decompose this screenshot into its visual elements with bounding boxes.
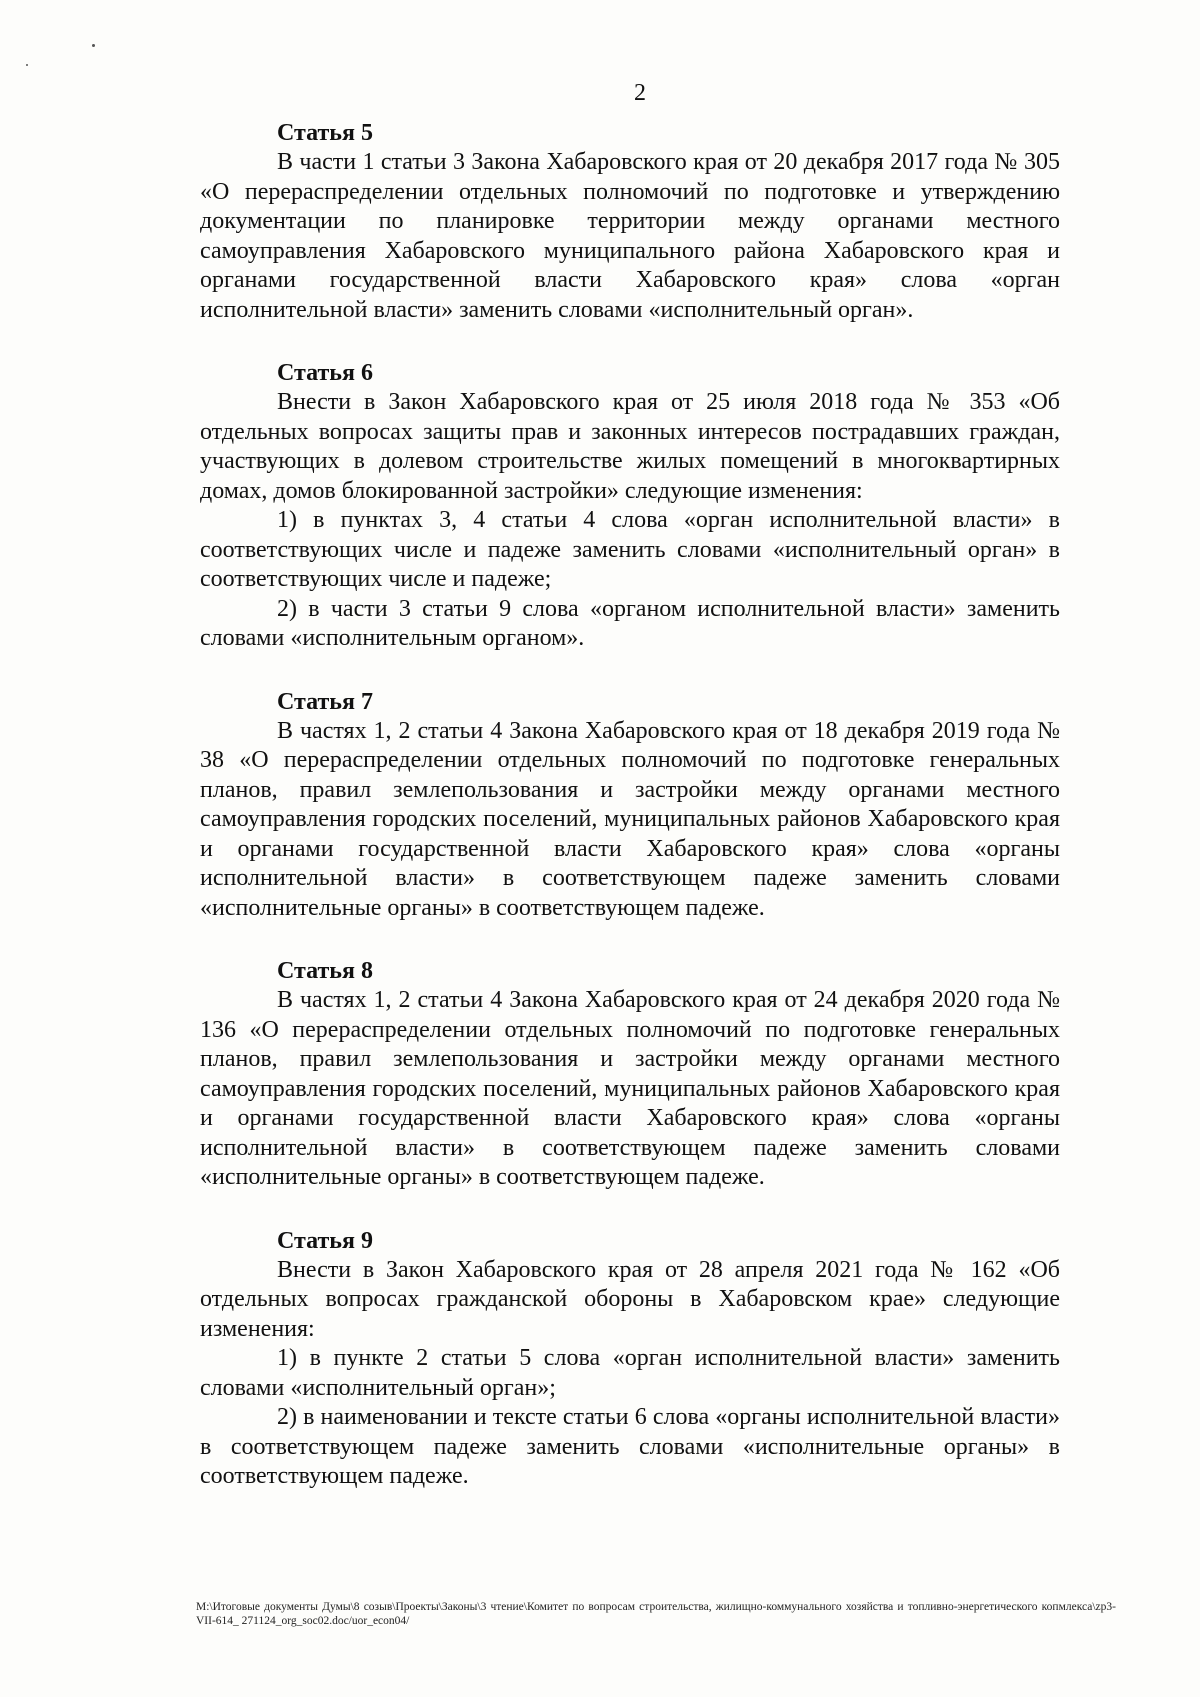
article-list-item: 2) в наименовании и тексте статьи 6 слова «органы исполнительной власти» в соответствующем падеже заменить словами «исполнительные органы» в соответствующем падеже. xyxy=(200,1404,1060,1489)
article-paragraph: В части 1 статьи 3 Закона Хабаровского края от 20 декабря 2017 года № 305 «О перераспределении отдельных полномочий по подготовке и утверждению документации по планировке территории между органами местного самоуправления Хабаровского муниципального района Хабаровского края и органами государственной власти Хабаровского края» слова «орган исполнительной власти» заменить словами «исполнительный орган». xyxy=(200,149,1060,323)
article-title: Статья 5 xyxy=(277,120,373,146)
article-9 xyxy=(200,1226,1060,1492)
article-5 xyxy=(200,118,1060,325)
file-path-footer: M:\Итоговые документы Думы\8 созыв\Проекты\Законы\3 чтение\Комитет по вопросам строительства, жилищно-коммунального хозяйства и топливно-энергетического копмлекса\zp3-VII-614_ 271124_org_soc02.doc/uor_econ04/ xyxy=(196,1601,1116,1627)
article-6 xyxy=(200,358,1060,654)
article-title: Статья 6 xyxy=(277,360,373,386)
page-number: 2 xyxy=(634,80,646,106)
article-list-item: 2) в части 3 статьи 9 слова «органом исполнительной власти» заменить словами «исполнительным органом». xyxy=(200,595,1060,651)
article-paragraph: Внести в Закон Хабаровского края от 28 апреля 2021 года № 162 «Об отдельных вопросах гражданской обороны в Хабаровском крае» следующие изменения: xyxy=(200,1256,1060,1342)
scan-speck xyxy=(26,64,28,66)
article-paragraph: В частях 1, 2 статьи 4 Закона Хабаровского края от 18 декабря 2019 года № 38 «О перераспределении отдельных полномочий по подготовке генеральных планов, правил землепользования и застройки между органами местного самоуправления городских поселений, муниципальных районов Хабаровского края и органами государственной власти Хабаровского края» слова «органы исполнительной власти» в соответствующем падеже заменить словами «исполнительные органы» в соответствующем падеже. xyxy=(200,717,1060,921)
document-body xyxy=(200,118,1060,1525)
article-title: Статья 9 xyxy=(277,1227,373,1254)
article-list-item: 1) в пунктах 3, 4 статьи 4 слова «орган исполнительной власти» в соответствующих числе и падеже заменить словами «исполнительный орган» в соответствующих числе и падеже; xyxy=(200,507,1060,592)
article-paragraph: Внести в Закон Хабаровского края от 25 июля 2018 года № 353 «Об отдельных вопросах защиты прав и законных интересов пострадавших граждан, участвующих в долевом строительстве жилых помещений в многоквартирных домах, домов блокированной застройки» следующие изменения: xyxy=(200,389,1060,504)
article-7 xyxy=(200,687,1060,924)
article-list-item: 1) в пункте 2 статьи 5 слова «орган исполнительной власти» заменить словами «исполнительный орган»; xyxy=(200,1345,1060,1401)
scan-speck xyxy=(92,44,95,47)
article-title: Статья 8 xyxy=(277,958,373,984)
article-8 xyxy=(200,956,1060,1193)
article-title: Статья 7 xyxy=(277,688,373,715)
article-paragraph: В частях 1, 2 статьи 4 Закона Хабаровского края от 24 декабря 2020 года № 136 «О перераспределении отдельных полномочий по подготовке генеральных планов, правил землепользования и застройки между органами местного самоуправления городских поселений, муниципальных районов Хабаровского края и органами государственной власти Хабаровского края» слова «органы исполнительной власти» в соответствующем падеже заменить словами «исполнительные органы» в соответствующем падеже. xyxy=(200,987,1060,1190)
